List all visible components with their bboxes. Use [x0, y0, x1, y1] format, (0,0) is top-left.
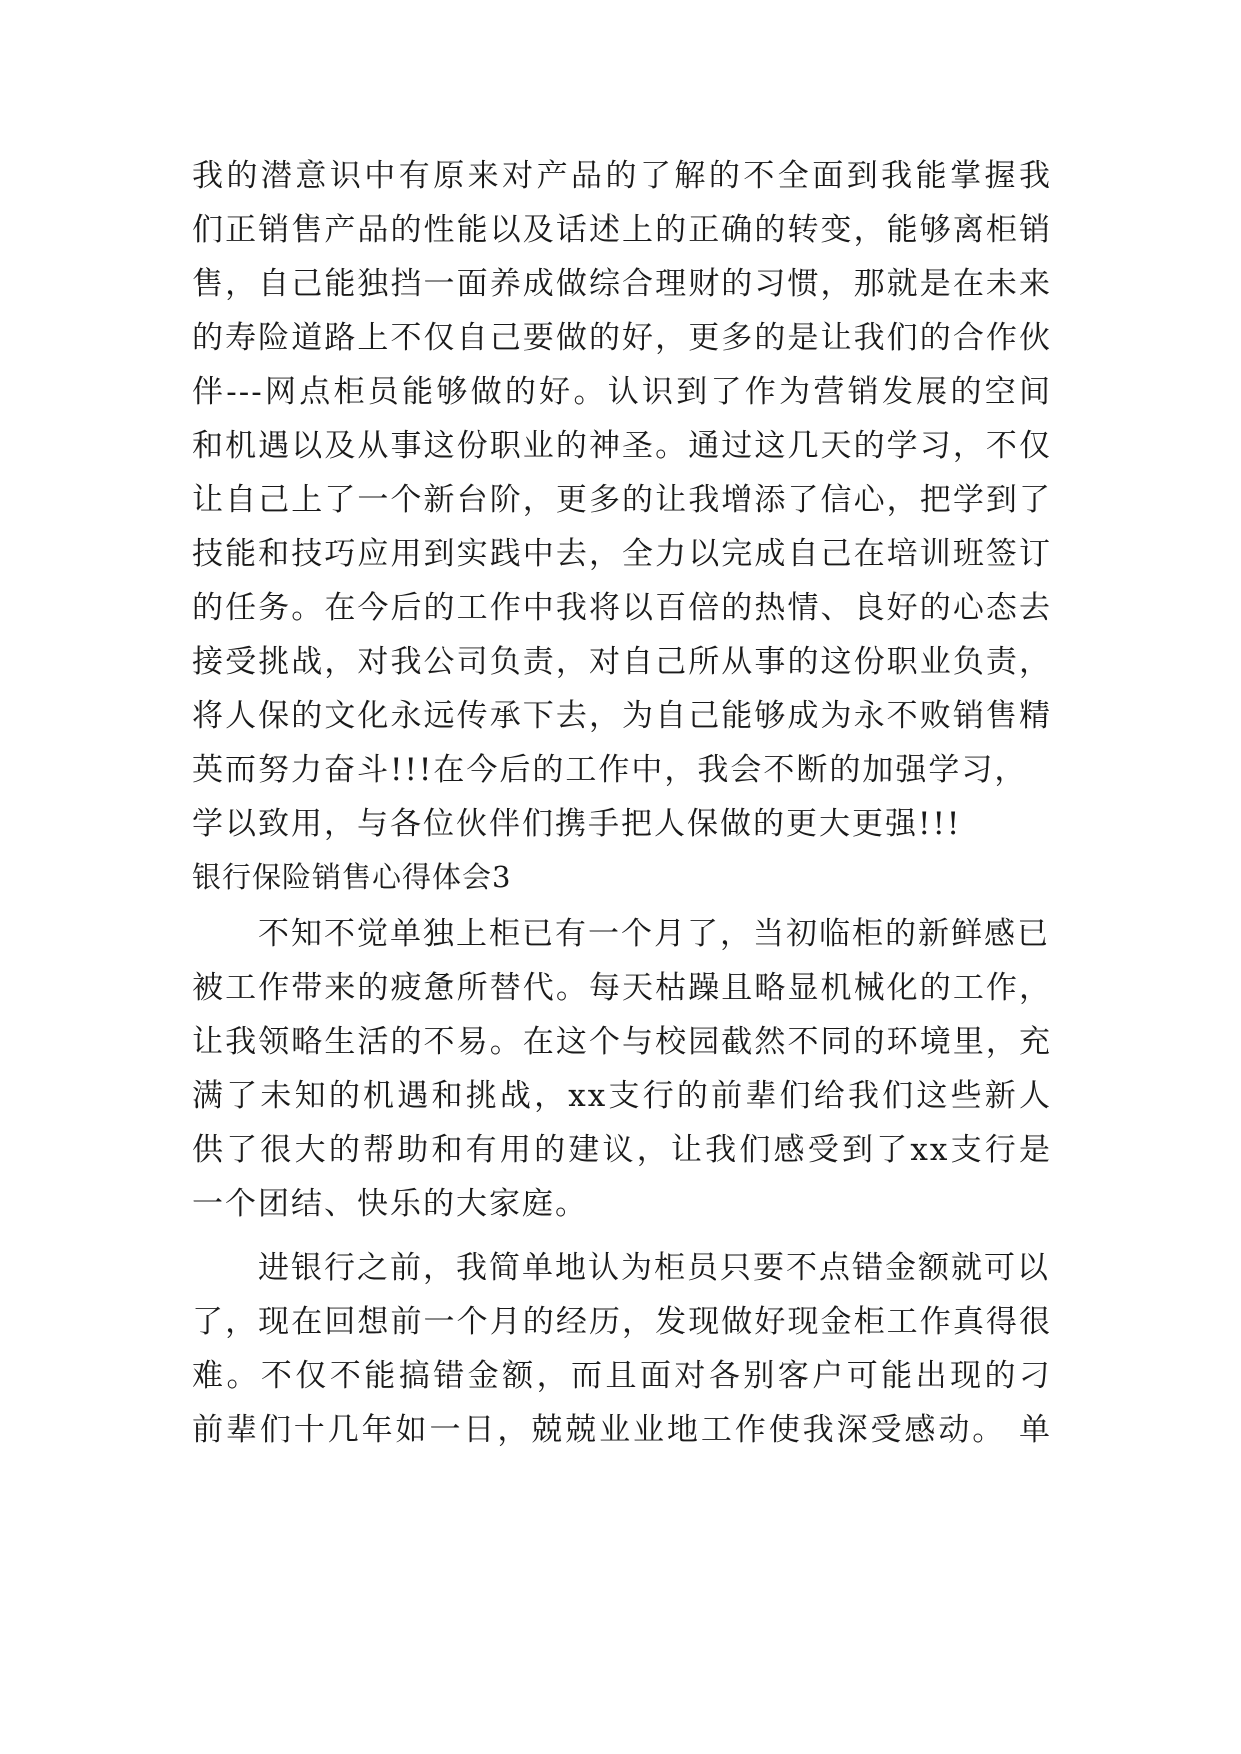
text-line: 让自己上了一个新台阶，更多的让我增添了信心，把学到了 [192, 482, 1052, 518]
text-line: 技能和技巧应用到实践中去，全力以完成自己在培训班签订 [192, 536, 1052, 572]
text-line: 伴---网点柜员能够做的好。认识到了作为营销发展的空间 [192, 374, 1052, 410]
text-line: 供了很大的帮助和有用的建议，让我们感受到了xx支行是 [192, 1132, 1052, 1168]
text-line: 接受挑战，对我公司负责，对自己所从事的这份职业负责， [192, 644, 1052, 680]
text-line: 我的潜意识中有原来对产品的了解的不全面到我能掌握我 [192, 158, 1052, 194]
text-line: 学以致用，与各位伙伴们携手把人保做的更大更强!!! [192, 806, 962, 842]
text-line: 的寿险道路上不仅自己要做的好，更多的是让我们的合作伙 [192, 320, 1052, 356]
text-line: 的任务。在今后的工作中我将以百倍的热情、良好的心态去 [192, 590, 1052, 626]
text-line: 一个团结、快乐的大家庭。 [192, 1186, 588, 1222]
text-line: 难。不仅不能搞错金额，而且面对各别客户可能出现的刁 [192, 1358, 1052, 1394]
text-line: 满了未知的机遇和挑战，xx支行的前辈们给我们这些新人 [192, 1078, 1052, 1114]
text-line: 被工作带来的疲惫所替代。每天枯躁且略显机械化的工作， [192, 970, 1052, 1006]
text-line: 们正销售产品的性能以及话述上的正确的转变，能够离柜销 [192, 212, 1052, 248]
text-line: 进银行之前，我简单地认为柜员只要不点错金额就可以 [258, 1250, 1050, 1286]
text-line: 将人保的文化永远传承下去，为自己能够成为永不败销售精 [192, 698, 1052, 734]
text-line: 不知不觉单独上柜已有一个月了，当初临柜的新鲜感已 [258, 916, 1050, 952]
text-line: 了，现在回想前一个月的经历，发现做好现金柜工作真得很 [192, 1304, 1052, 1340]
section-heading: 银行保险销售心得体会3 [192, 860, 512, 894]
text-line: 售，自己能独挡一面养成做综合理财的习惯，那就是在未来 [192, 266, 1052, 302]
text-line: 英而努力奋斗!!!在今后的工作中，我会不断的加强学习， [192, 752, 1028, 788]
text-line: 和机遇以及从事这份职业的神圣。通过这几天的学习，不仅 [192, 428, 1052, 464]
text-line: 前辈们十几年如一日，兢兢业业地工作使我深受感动。 单 [192, 1412, 1052, 1448]
text-line: 让我领略生活的不易。在这个与校园截然不同的环境里，充 [192, 1024, 1052, 1060]
